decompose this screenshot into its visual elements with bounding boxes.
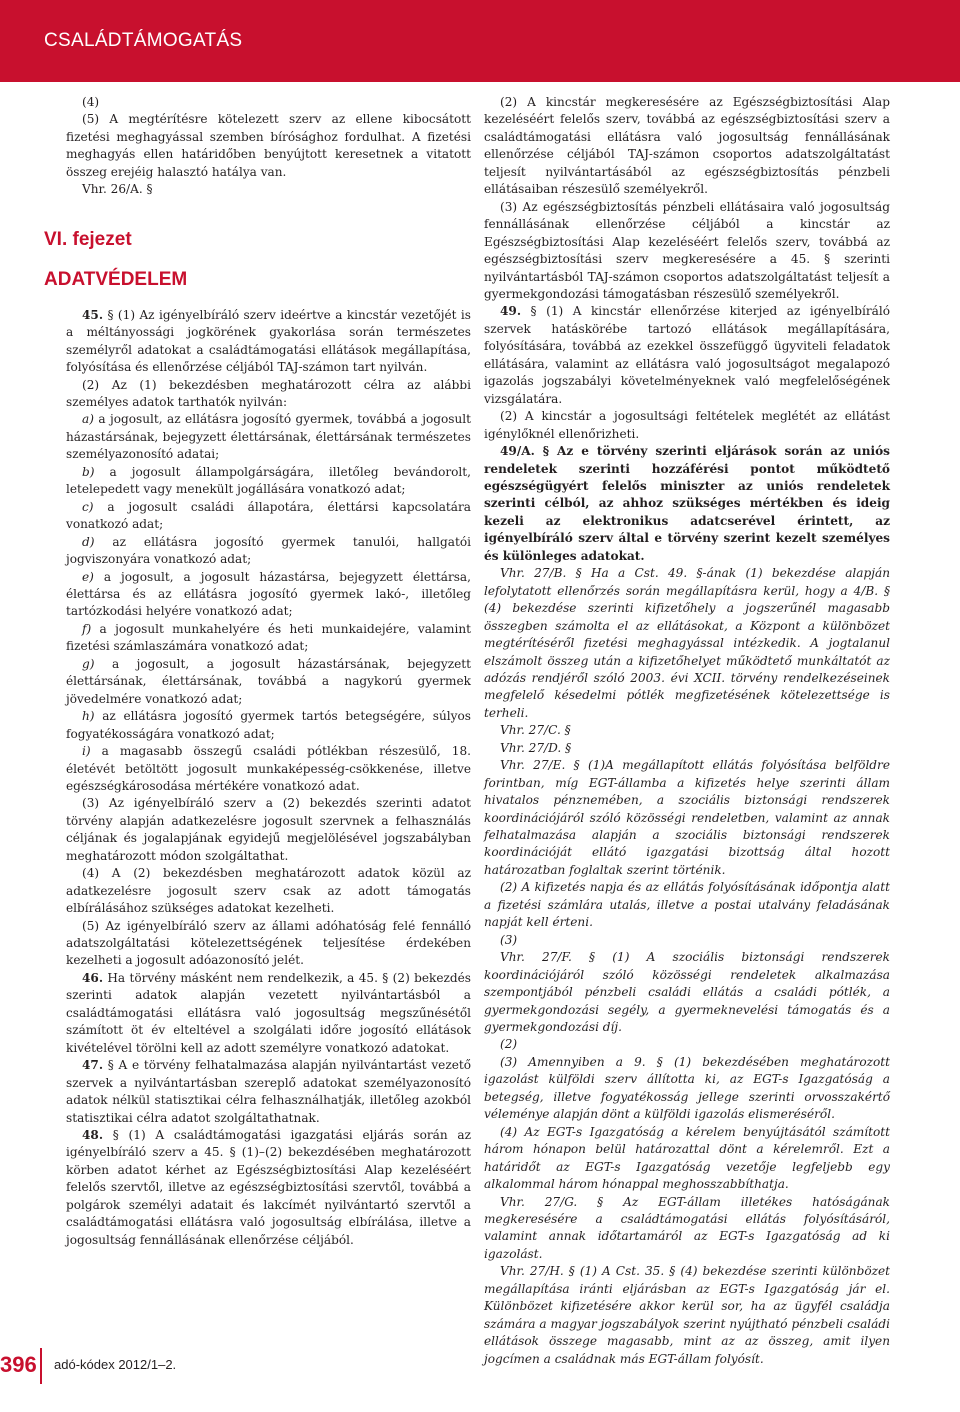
paragraph: (4) xyxy=(82,95,100,109)
paragraph: (5) A megtérítésre kötelezett szerv az ellene kibocsátott fizetési meghagyással szemben bírósághoz fordulhat. A fizetési meghagyás ellen határidőben benyújtott keresetnek a vitatott összeg erejéig halasztó hatálya van. xyxy=(66,112,471,179)
section-number: 45. xyxy=(82,307,104,322)
paragraph: (2) xyxy=(500,1037,518,1052)
section-number: 48. xyxy=(82,1128,104,1143)
list-item xyxy=(66,534,471,569)
paragraph: Vhr. 27/H. § (1) A Cst. 35. § (4) bekezdése szerinti különbözet megállapítása iránti eljárásban az EGT-s Igazgatóság jár el. Különbözet kifizetésére akkor kerül sor, ha az ügyfél családja számára a magyar jogszabályok szerint nyújtható pénzbeli családi ellátások összege magasabb, mint az az összeg, amit ilyen jogcímen a családnak más EGT-állam folyósít. xyxy=(484,1264,890,1366)
paragraph: Vhr. 26/A. § xyxy=(82,182,153,197)
list-item xyxy=(66,464,471,499)
paragraph: (3) xyxy=(500,932,518,947)
paragraph-text: § A e törvény felhatalmazása alapján nyilvántartást vezető szervek a nyilvántartásban szereplő adatokat személyazonosító adatok nélkül statisztikai célra felhasználhatják, illetőleg azokból statisztikai célra adatot szolgáltathatnak. xyxy=(66,1058,471,1125)
item-label: i) xyxy=(82,744,91,759)
paragraph: (3) Amennyiben a 9. § (1) bekezdésében meghatározott igazolást külföldi szerv állította ki, az EGT-s Igazgatóság a betegség, illetve fogyatékosság jellege szerinti orvosszakértő véleménye alapján dönt a külföldi igazolás elismeréséről. xyxy=(484,1054,890,1122)
list-item xyxy=(66,656,471,708)
item-label: f) xyxy=(82,621,92,636)
item-text: a jogosult, a jogosult házastársának, bejegyzett élettársának, élettársának, továbbá a nagykorú gyermek jövedelmére vonatkozó adat; xyxy=(66,656,471,706)
paragraph: Vhr. 27/D. § xyxy=(500,740,572,755)
paragraph-49 xyxy=(484,303,890,408)
list-item xyxy=(66,621,471,656)
item-text: az ellátásra jogosító gyermek tanulói, hallgatói jogviszonyára vonatkozó adat; xyxy=(66,534,471,567)
paragraph: Vhr. 27/F. § (1) A szociális biztonsági rendszerek koordinációjáról szóló közösségi rendeletek alkalmazása szempontjából pénzbeli családi ellátás a családi pótlék, a gyermekgondozási segély, a gyermeknevelési támogatás és a gyermekgondozási díj. xyxy=(484,950,890,1035)
list-item xyxy=(66,569,471,621)
item-text: a magasabb összegű családi pótlékban részesülő, 18. életévét betöltött jogosult munkaképesség-csökkenése, illetve egészségkárosodása mértékére vonatkozó adat. xyxy=(66,744,471,793)
paragraph: (2) A kincstár a jogosultsági feltételek meglétét az ellátást igénylőknél ellenőrizheti. xyxy=(484,409,890,441)
paragraph: (2) Az (1) bekezdésben meghatározott célra az alábbi személyes adatok tarthatók nyilván: xyxy=(66,377,471,409)
item-text: a jogosult állampolgárságára, illetőleg bevándorolt, letelepedett vagy menekült jogállására vonatkozó adat; xyxy=(66,464,471,497)
item-label: b) xyxy=(82,464,95,479)
section-number: 47. xyxy=(82,1058,104,1073)
paragraph-47 xyxy=(66,1057,471,1127)
journal-name: adó-kódex 2012/1–2. xyxy=(54,1357,177,1372)
paragraph: (3) Az igényelbíráló szerv a (2) bekezdés szerinti adatot törvény alapján adatkezelésre jogosult szervnek a felhasználás céljának és jogalapjának egyidejű megjelölésével jogszabályban meghatározott módon szolgáltathat. xyxy=(66,796,471,863)
left-column xyxy=(44,94,471,1249)
item-text: a jogosult családi állapotára, élettársi kapcsolatára vonatkozó adat; xyxy=(66,499,471,532)
item-label: c) xyxy=(82,499,94,514)
header-bar xyxy=(0,0,960,82)
paragraph-text: Ha törvény másként nem rendelkezik, a 45. § (2) bekezdés szerinti adatok alapján vezetett nyilvántartásból a családtámogatási ellátásra való jogosultság megszűnésétől számított öt év elteltével a szolgálati időre jogosító ellátások kivételével törölni kell az adott személyre vonatkozó adatokat. xyxy=(66,970,471,1055)
paragraph-text: § (1) A családtámogatási igazgatási eljárás során az igényelbíráló szerv a 45. § (1)–(2) bekezdésében meghatározott körben adatot kérhet az Egészségbiztosítási Alap kezeléséért felelős szervtől, illetve az egészségbiztosítási szervtől, továbbá a polgárok személyi adatait és lakcímét nyilvántartó szervtől a családtámogatási ellátásra való jogosultság elbírálása, illetve a jogosultság fennállásának ellenőrzése céljából. xyxy=(66,1128,471,1247)
paragraph-49a: 49/A. § Az e törvény szerinti eljárások során az uniós rendeletek szerinti hozzáférési pontot működtető egészségügyért felelős miniszter az uniós rendeletek szerinti célból, az ahhoz szükséges mértékben és ideig kezeli az elektronikus adatcserével érintett, az igényelbíráló szerv által e törvény szerint kezelt személyes és különleges adatokat. xyxy=(484,444,890,563)
paragraph: Vhr. 27/C. § xyxy=(500,723,571,738)
paragraph-45 xyxy=(66,307,471,377)
item-label: g) xyxy=(82,656,95,671)
chapter-title: VI. fejezet xyxy=(44,228,132,250)
page-number: 396 xyxy=(0,1352,37,1377)
item-label: a) xyxy=(82,412,94,427)
footer-divider xyxy=(40,1348,42,1384)
section-number: 46. xyxy=(82,970,104,985)
list-item xyxy=(66,411,471,463)
list-item xyxy=(66,743,471,795)
section-title: ADATVÉDELEM xyxy=(44,268,188,290)
paragraph-text: § (1) Az igényelbíráló szerv ideértve a kincstár vezetőjét is a méltányossági jogkörének gyakorlása során természetes személyről adatokat a családtámogatási ellátások megállapítása, folyósítása és ellenőrzése céljából TAJ-számon tart nyilván. xyxy=(66,307,471,375)
item-text: az ellátásra jogosító gyermek tartós betegségére, súlyos fogyatékosságára vonatkozó adat; xyxy=(66,709,471,741)
paragraph: (2) A kifizetés napja és az ellátás folyósításának időpontja alatt a fizetési számlára utalás, illetve a postai utalvány feladásának napját kell érteni. xyxy=(484,880,890,930)
paragraph: Vhr. 27/B. § Ha a Cst. 49. §-ának (1) bekezdése alapján lefolytatott ellenőrzés során megállapításra kerül, hogy a 4/B. § (4) bekezdése szerinti kifizetőhely a jogszerűnél magasabb összegben számolta el az ellátásokat, a Központ a különbözet megtérítéséről fizetési meghagyással intézkedik. A jogtalanul elszámolt összeg után a kifizetőhelyet működtető munkáltatót az adózás rendjéről szóló 2003. évi XCII. törvény rendelkezéseinek megfelelő késedelmi pótlék megfizetésének kötelezettsége is terheli. xyxy=(484,566,890,720)
paragraph: (2) A kincstár megkeresésére az Egészségbiztosítási Alap kezeléséért felelős szerv, továbbá az egészségbiztosítási szerv a családtámogatási ellátásra való jogosultság fennállásának ellenőrzése céljából TAJ-számon csoportos adatszolgáltatást teljesít nyilvántartásából az egészségbiztosítás pénzbeli ellátásaiban részesülő személyekről. xyxy=(484,95,890,197)
item-label: h) xyxy=(82,709,95,724)
section-number: 49. xyxy=(500,304,522,319)
paragraph-text: § (1) A kincstár ellenőrzése kiterjed az igényelbíráló szervek hatáskörébe tartozó ellátások megállapítására, folyósítására, továbbá az ezekkel összefüggő ügyviteli feladatok ellátására, valamint az ellátásra való jogosultságot megalapozó igazolás jogszabályi követelményeknek való megfelelőségének vizsgálatára. xyxy=(484,304,890,406)
paragraph: (4) A (2) bekezdésben meghatározott adatok közül az adatkezelésre jogosult szerv csak az adott támogatás elbírálásához szükséges adatokat kezelheti. xyxy=(66,866,471,916)
section-header-title: CSALÁDTÁMOGATÁS xyxy=(44,30,243,51)
paragraph-46 xyxy=(66,970,471,1057)
item-label: e) xyxy=(82,569,94,584)
item-text: a jogosult munkahelyére és heti munkaidejére, valamint fizetési számlaszámára vonatkozó adat; xyxy=(66,621,471,654)
paragraph: (5) Az igényelbíráló szerv az állami adóhatóság felé fennálló adatszolgáltatási kötelezettségének teljesítése érdekében kezelheti a jogosult adóazonosító jelét. xyxy=(66,918,471,968)
item-label: d) xyxy=(82,534,95,549)
paragraph: Vhr. 27/G. § Az EGT-állam illetékes hatóságának megkeresésére a családtámogatási ellátás folyósításáról, valamint annak időtartamáról az EGT-s Igazgatóság ad ki igazolást. xyxy=(484,1194,890,1261)
paragraph: (4) Az EGT-s Igazgatóság a kérelem benyújtásától számított három hónapon belül határozattal dönt a kérelemről. Ezt a határidőt az EGT-s Igazgatóság vezetője legfeljebb egy alkalommal három hónappal meghosszabbíthatja. xyxy=(484,1124,890,1192)
item-text: a jogosult, a jogosult házastársa, bejegyzett élettársa, élettársa és az ellátásra jogosító gyermek lakó-, illetőleg tartózkodási helyére vonatkozó adat; xyxy=(66,569,471,619)
list-item xyxy=(66,708,471,743)
right-column xyxy=(484,94,890,1368)
paragraph: Vhr. 27/E. § (1)A megállapított ellátás folyósítása belföldre forintban, míg EGT-államba a kifizetés helye szerinti állam hivatalos pénznemében, a szociális biztonsági rendszerek koordinációjáról szóló közösségi rendeletben, valamint az annak felhatalmazása alapján a szociális biztonsági rendszerek koordinációját ellátó igazgatási bizottság által hozott határozatban foglaltak szerint történik. xyxy=(484,758,890,877)
paragraph: (3) Az egészségbiztosítás pénzbeli ellátásaira való jogosultság fennállásának ellenőrzése céljából a kincstár az Egészségbiztosítási Alap kezeléséért felelős szerv, továbbá az egészségbiztosítási szerv megkeresésére a 45. § szerinti nyilvántartásból TAJ-számon csoportos adatszolgáltatást teljesít a gyermekgondozási támogatásban részesülő személyekről. xyxy=(484,199,890,301)
item-text: a jogosult, az ellátásra jogosító gyermek, továbbá a jogosult házastársának, bejegyzett élettársának, élettársának természetes személyazonosító adatai; xyxy=(66,412,471,462)
paragraph-48 xyxy=(66,1127,471,1249)
list-item xyxy=(66,499,471,534)
